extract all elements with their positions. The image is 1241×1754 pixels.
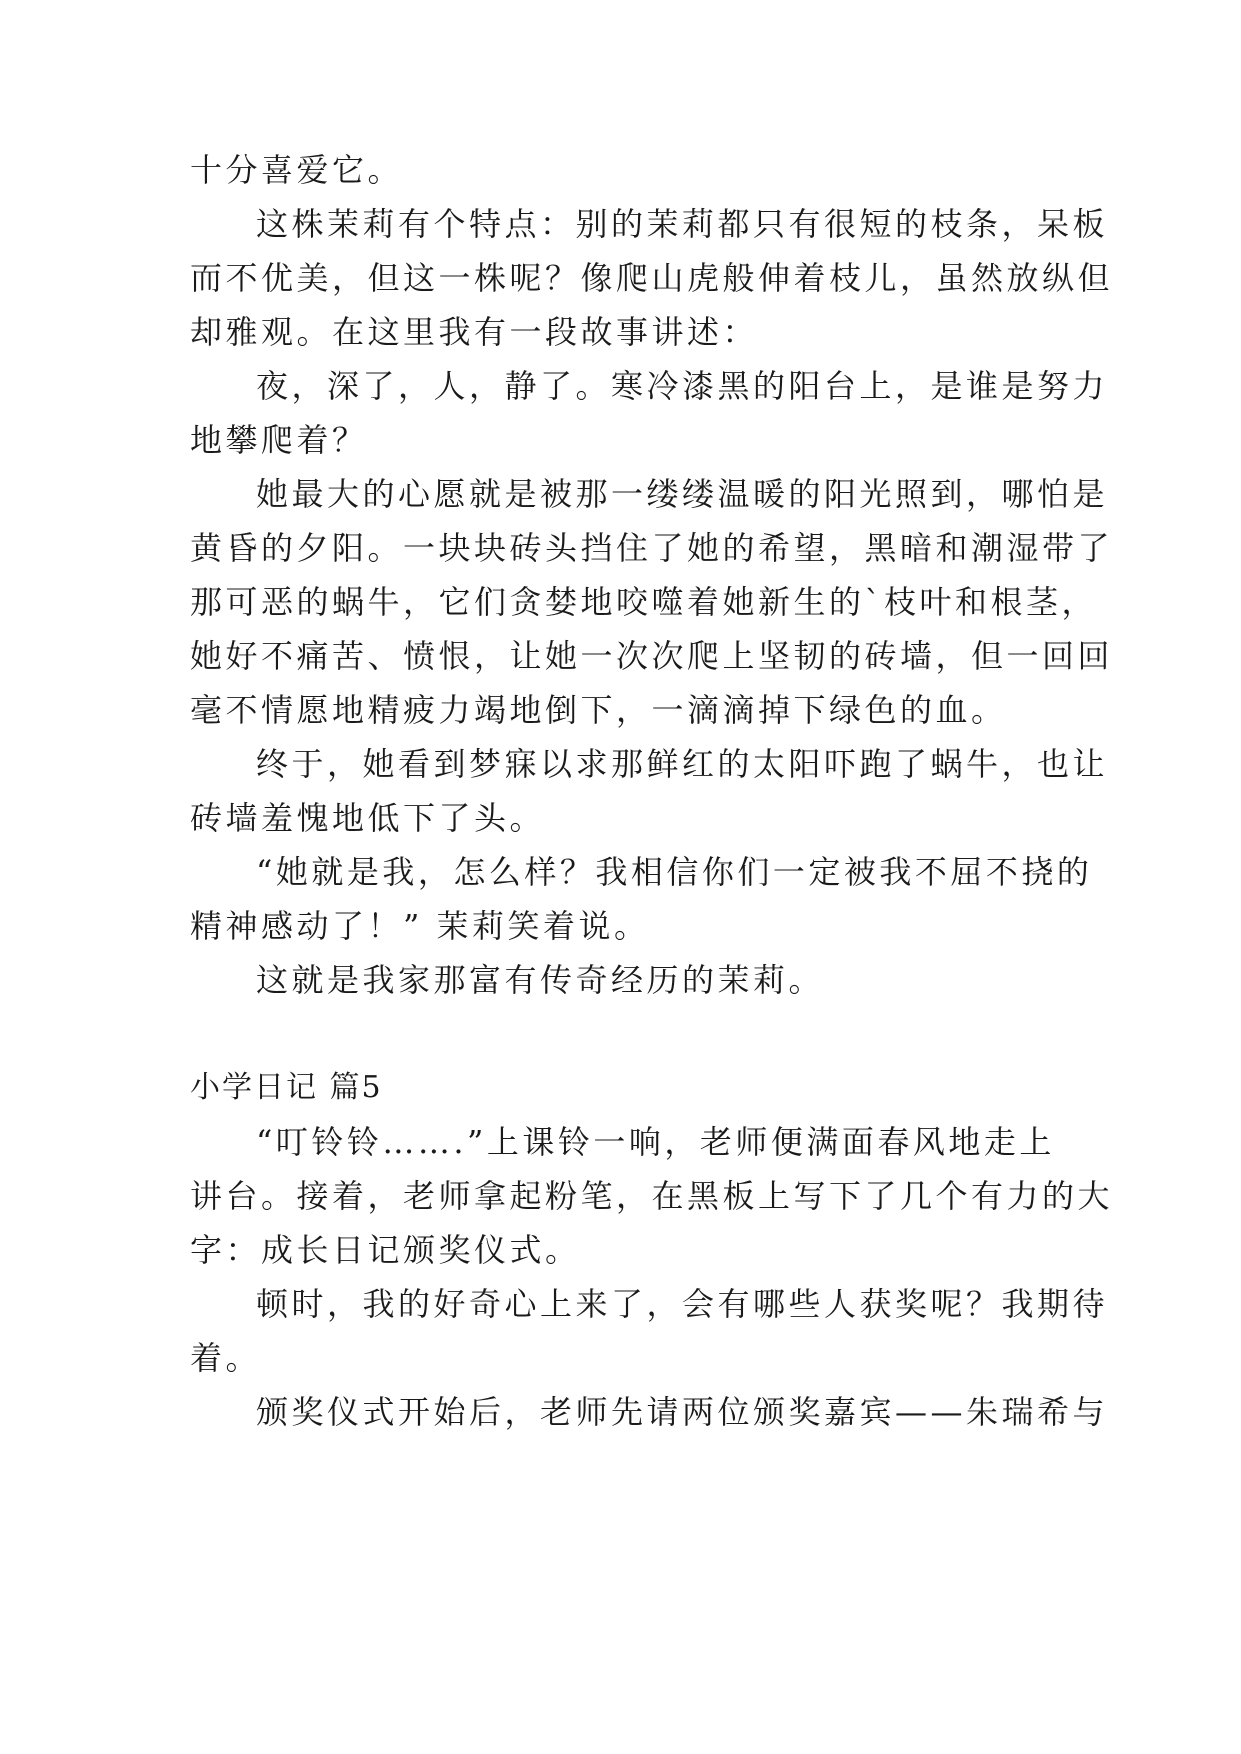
paragraph-first-line: 这株茉莉有个特点：别的茉莉都只有很短的枝条，呆板 <box>256 205 1109 243</box>
text-line: 地攀爬着？ <box>190 421 368 459</box>
text-line: 那可恶的蜗牛，它们贪婪地咬噬着她新生的`枝叶和根茎， <box>190 583 1098 621</box>
text-line: 她好不痛苦、愤恨，让她一次次爬上坚韧的砖墙，但一回回 <box>190 637 1114 675</box>
paragraph-first-line: “她就是我，怎么样？我相信你们一定被我不屈不挠的 <box>256 853 1093 891</box>
text-line: 而不优美，但这一株呢？像爬山虎般伸着枝儿，虽然放纵但 <box>190 259 1114 297</box>
paragraph-first-line: 夜，深了，人，静了。寒冷漆黑的阳台上，是谁是努力 <box>256 367 1109 405</box>
text-line: 讲台。接着，老师拿起粉笔，在黑板上写下了几个有力的大 <box>190 1177 1114 1215</box>
section-heading: 小学日记 篇5 <box>190 1070 383 1105</box>
text-line: 毫不情愿地精疲力竭地倒下，一滴滴掉下绿色的血。 <box>190 691 1007 729</box>
text-line: 黄昏的夕阳。一块块砖头挡住了她的希望，黑暗和潮湿带了 <box>190 529 1114 567</box>
text-line: 精神感动了！” 茉莉笑着说。 <box>190 907 650 945</box>
paragraph-first-line: 顿时，我的好奇心上来了，会有哪些人获奖呢？我期待 <box>256 1285 1109 1323</box>
text-line: 却雅观。在这里我有一段故事讲述： <box>190 313 759 351</box>
paragraph-first-line: 终于，她看到梦寐以求那鲜红的太阳吓跑了蜗牛，也让 <box>256 745 1109 783</box>
text-line: 砖墙羞愧地低下了头。 <box>190 799 546 837</box>
paragraph-first-line: “叮铃铃…….”上课铃一响，老师便满面春风地走上 <box>256 1123 1055 1161</box>
text-line: 十分喜爱它。 <box>190 151 404 189</box>
paragraph-first-line: 这就是我家那富有传奇经历的茉莉。 <box>256 961 825 999</box>
paragraph-first-line: 颁奖仪式开始后，老师先请两位颁奖嘉宾——朱瑞希与 <box>256 1393 1109 1431</box>
text-line: 着。 <box>190 1339 262 1377</box>
paragraph-first-line: 她最大的心愿就是被那一缕缕温暖的阳光照到，哪怕是 <box>256 475 1109 513</box>
text-line: 字：成长日记颁奖仪式。 <box>190 1231 581 1269</box>
